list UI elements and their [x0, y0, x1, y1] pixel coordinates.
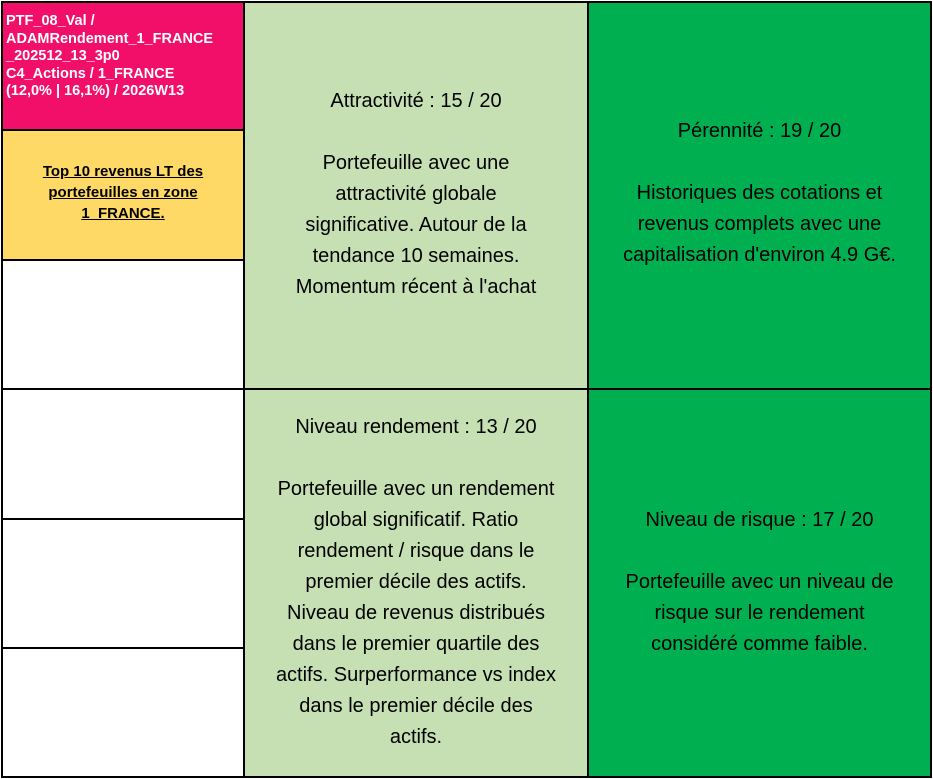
- portfolio-line: _202512_13_3p0: [6, 48, 120, 64]
- portfolio-line: C4_Actions / 1_FRANCE: [6, 65, 175, 82]
- rendement-line: Portefeuille avec un rendement: [277, 478, 555, 500]
- top-revenue-line: Top 10 revenus LT des: [42, 163, 204, 180]
- portfolio-line: ADAMRendement_1_FRANCE: [6, 30, 214, 47]
- top-revenue-line: 1_FRANCE.: [81, 205, 165, 222]
- attractivite-line: Momentum récent à l'achat: [295, 276, 537, 298]
- rendement-title: Niveau rendement : 13 / 20: [295, 416, 537, 438]
- empty-cell: [1, 259, 245, 390]
- perennite-line: Historiques des cotations et: [636, 182, 883, 204]
- rendement-line: Niveau de revenus distribués: [287, 602, 545, 624]
- perennite-title: Pérennité : 19 / 20: [677, 120, 842, 142]
- risque-line: Portefeuille avec un niveau de: [625, 571, 894, 593]
- empty-cell: [1, 388, 245, 520]
- perennite-line: revenus complets avec une: [637, 213, 882, 235]
- empty-cell: [1, 518, 245, 649]
- risque-line: risque sur le rendement: [654, 602, 865, 624]
- rendement-line: actifs. Surperformance vs index: [275, 664, 557, 686]
- portfolio-line: (12,0% | 16,1%) / 2026W13: [6, 83, 185, 99]
- perennite-text: [587, 116, 932, 271]
- rendement-line: actifs.: [389, 726, 443, 748]
- rendement-line: dans le premier décile des: [299, 695, 533, 717]
- rendement-text: [243, 412, 589, 753]
- portfolio-id-cell: [1, 1, 245, 131]
- perennite-line: capitalisation d'environ 4.9 G€.: [623, 244, 896, 266]
- attractivite-text: [243, 86, 589, 303]
- empty-cell: [1, 647, 245, 778]
- rendement-line: dans le premier quartile des: [292, 633, 540, 655]
- attractivite-title: Attractivité : 15 / 20: [330, 90, 502, 112]
- top-revenue-cell: [1, 129, 245, 261]
- attractivite-line: tendance 10 semaines.: [312, 245, 520, 267]
- rendement-line: rendement / risque dans le: [297, 540, 535, 562]
- rendement-line: global significatif. Ratio: [313, 509, 519, 531]
- risque-title: Niveau de risque : 17 / 20: [645, 509, 874, 531]
- rendement-line: premier décile des actifs.: [305, 571, 527, 593]
- attractivite-line: attractivité globale: [335, 183, 497, 205]
- top-revenue-line: portefeuilles en zone: [48, 184, 198, 201]
- portfolio-line: PTF_08_Val /: [6, 13, 95, 29]
- risque-line: considéré comme faible.: [651, 633, 868, 655]
- attractivite-line: significative. Autour de la: [305, 214, 527, 236]
- risque-text: [587, 505, 932, 660]
- attractivite-line: Portefeuille avec une: [322, 152, 510, 174]
